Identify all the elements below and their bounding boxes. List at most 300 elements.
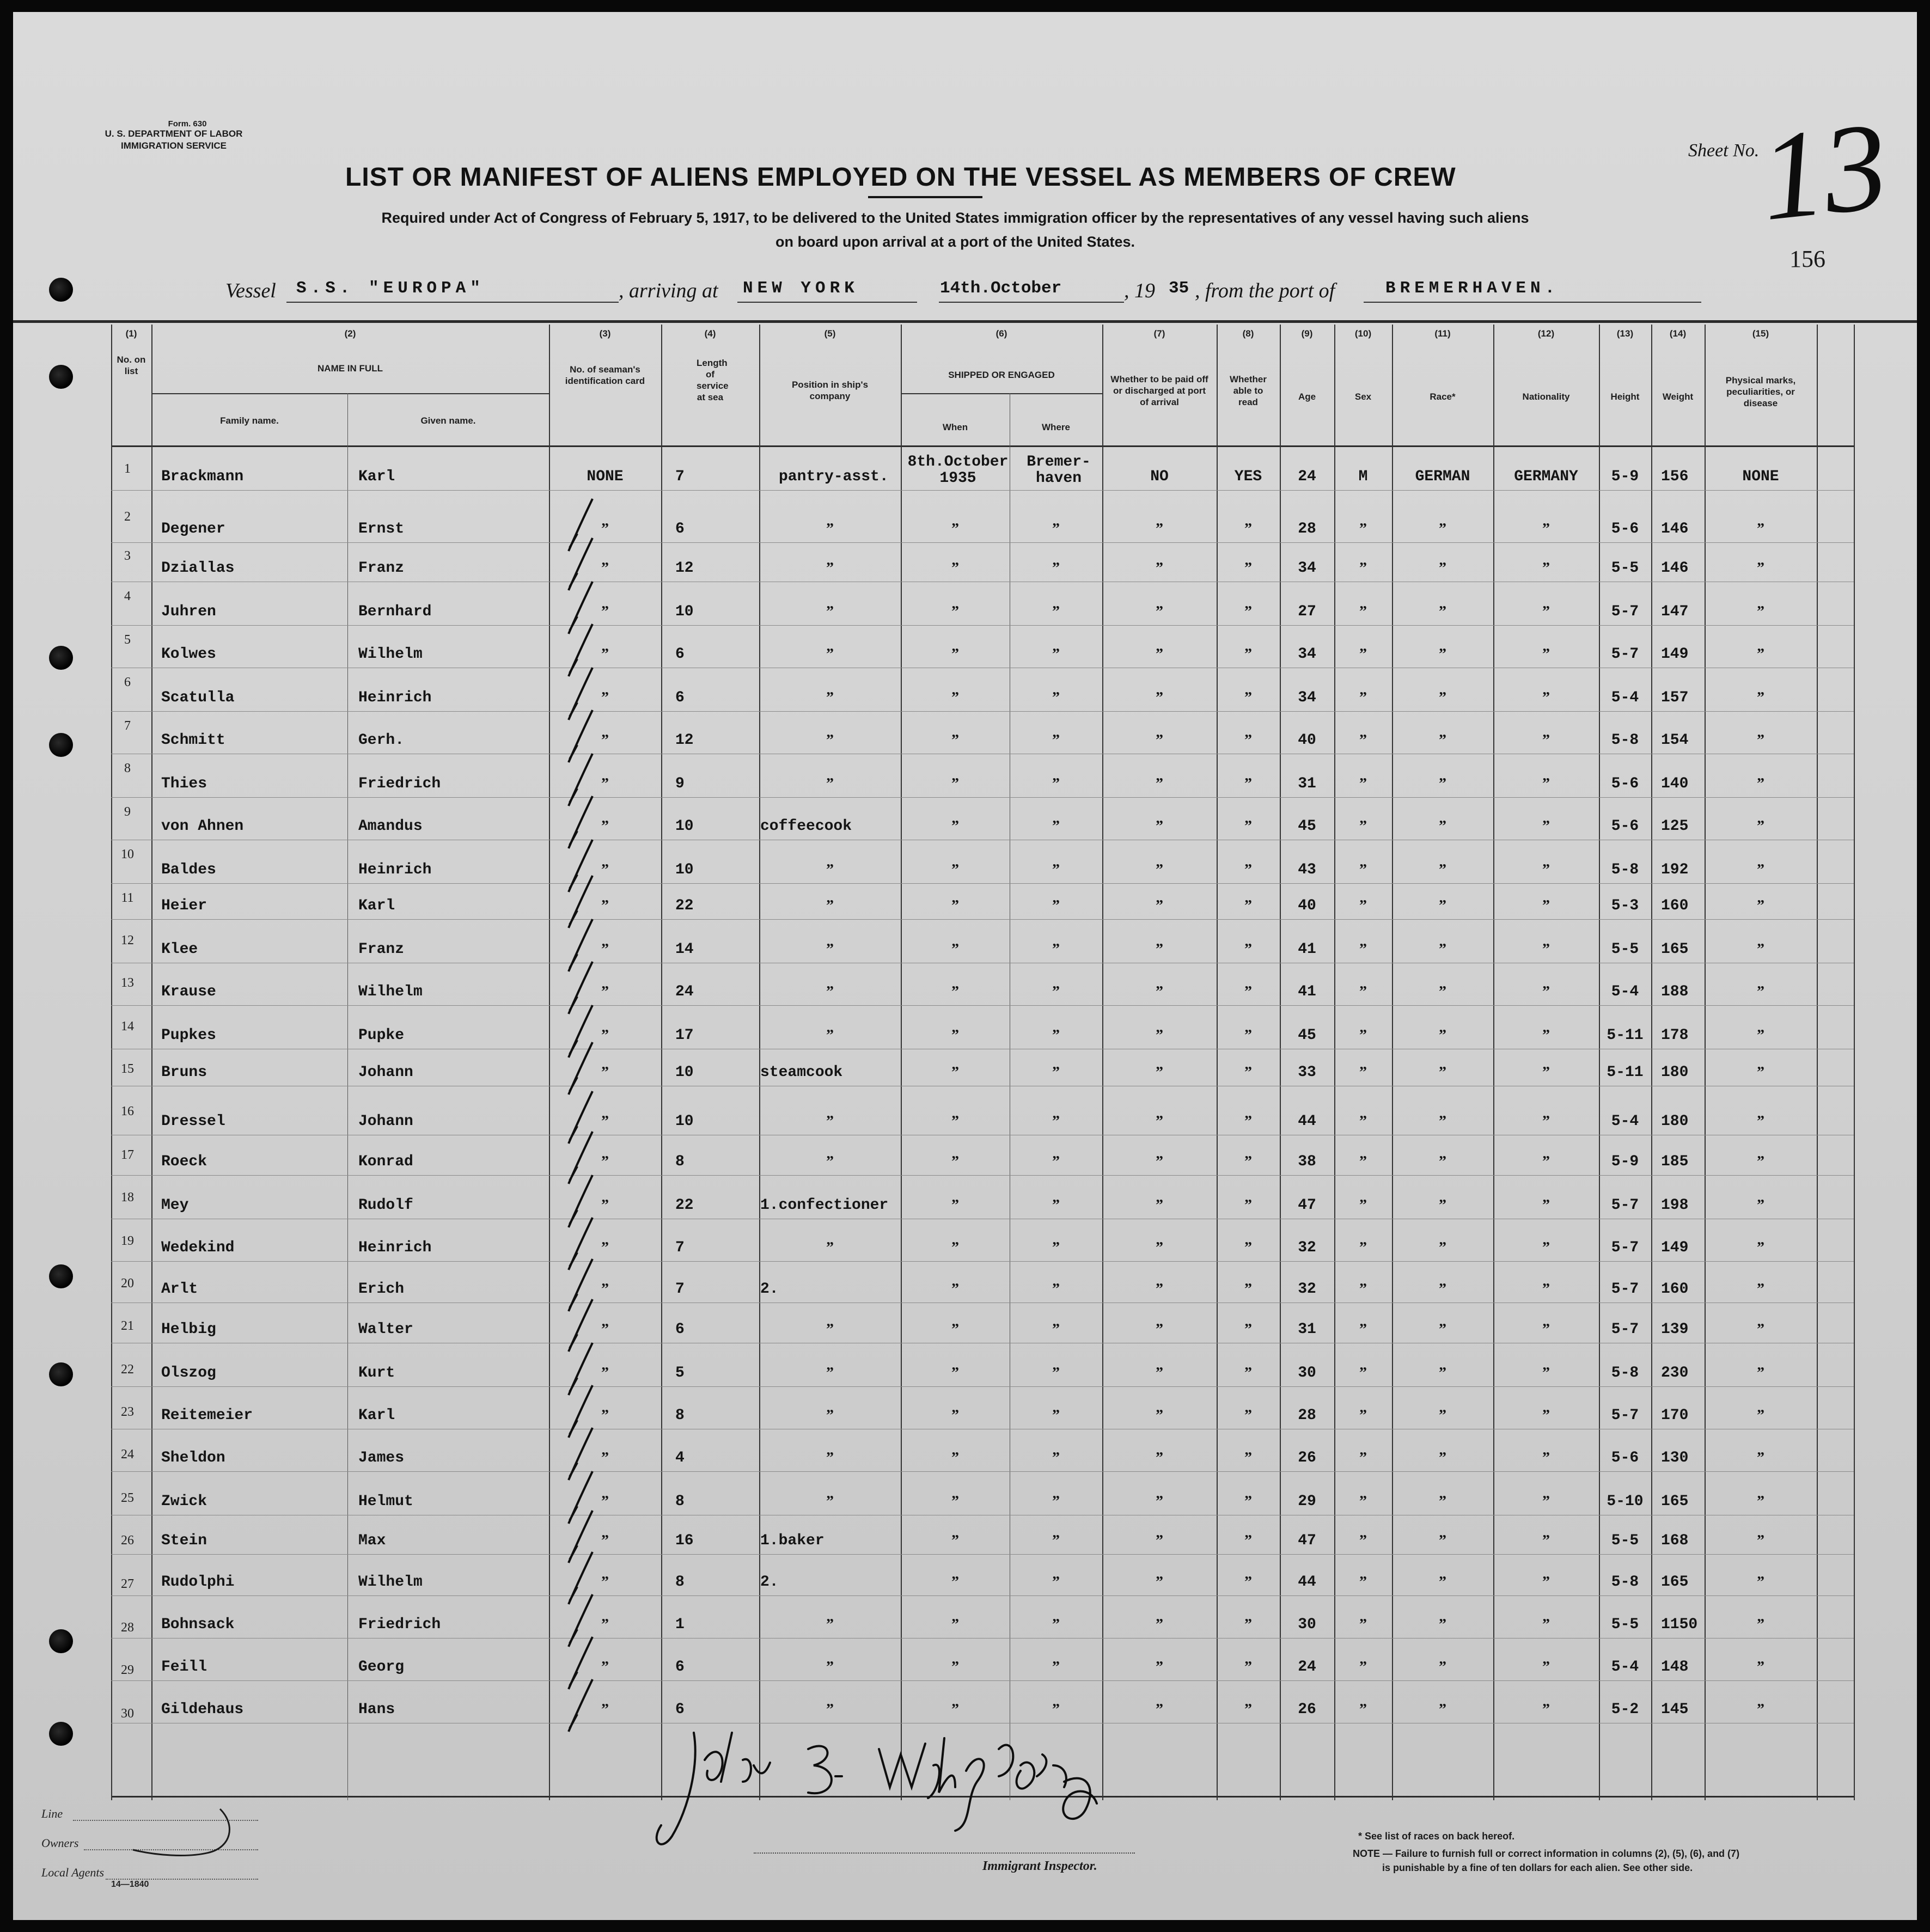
weight: 180 (1661, 1113, 1689, 1130)
ditto-mark: ” (826, 1239, 834, 1256)
ditto-mark: ” (1052, 521, 1060, 537)
ditto-mark: ” (1542, 603, 1550, 620)
ditto-mark: ” (1439, 1659, 1446, 1676)
weight: 160 (1661, 1281, 1689, 1298)
age: 32 (1298, 1239, 1316, 1256)
ditto-mark: ” (1757, 1113, 1764, 1130)
family-name: Roeck (161, 1153, 207, 1170)
col-number: (9) (1301, 328, 1313, 339)
ditto-mark: ” (1359, 1153, 1367, 1170)
check-mark (569, 1552, 593, 1604)
age: 47 (1298, 1532, 1316, 1549)
header-no-on-list: No. on list (117, 354, 146, 376)
height: 5-5 (1611, 941, 1639, 958)
ditto-mark: ” (1244, 1281, 1252, 1298)
ditto-mark: ” (1359, 1532, 1367, 1549)
family-name: Zwick (161, 1493, 207, 1510)
weight: 192 (1661, 861, 1689, 878)
ditto-mark: ” (1757, 1574, 1764, 1591)
ditto-mark: ” (1052, 1197, 1060, 1214)
ditto-mark: ” (951, 1574, 959, 1591)
form-code: 14—1840 (111, 1880, 149, 1889)
ditto-mark: ” (951, 521, 959, 537)
ditto-mark: ” (1439, 1365, 1446, 1381)
ditto-mark: ” (951, 1197, 959, 1214)
family-name: Stein (161, 1532, 207, 1549)
ditto-mark: ” (1542, 732, 1550, 749)
ditto-mark: ” (1757, 1064, 1764, 1081)
row-number: 9 (124, 805, 131, 819)
ditto-mark: ” (1757, 1197, 1764, 1214)
inspector-signature (639, 1700, 1129, 1863)
age: 34 (1298, 646, 1316, 663)
check-mark (569, 1637, 593, 1689)
family-name: Pupkes (161, 1027, 216, 1044)
length-of-service: 14 (675, 941, 694, 958)
given-name: Ernst (358, 521, 405, 537)
ditto-mark: ” (1156, 1659, 1163, 1676)
ditto-mark: ” (1244, 941, 1252, 958)
row-number: 2 (124, 510, 131, 524)
height: 5-8 (1611, 861, 1639, 878)
check-mark (569, 1259, 593, 1311)
ditto-mark: ” (1052, 646, 1060, 663)
length-of-service: 6 (675, 1701, 685, 1718)
header-paid-off: Whether to be paid off or discharged at port of arrival (1110, 374, 1208, 407)
ditto-mark: ” (1052, 1493, 1060, 1510)
ditto-mark: ” (1244, 861, 1252, 878)
ditto-mark: ” (1359, 1281, 1367, 1298)
age: 29 (1298, 1493, 1316, 1510)
weight: 165 (1661, 1574, 1689, 1591)
header-marks: Physical marks, peculiarities, or disease (1725, 375, 1796, 408)
check-mark (569, 1679, 593, 1732)
length-of-service: 10 (675, 1064, 694, 1081)
ditto-mark: ” (1757, 1701, 1764, 1718)
ditto-mark: ” (1757, 1493, 1764, 1510)
ditto-mark: ” (1757, 689, 1764, 706)
ditto-mark: ” (1542, 1153, 1550, 1170)
ditto-mark: ” (601, 1113, 609, 1130)
ditto-mark: ” (1757, 1027, 1764, 1044)
height: 5-4 (1611, 689, 1639, 706)
row-number: 24 (121, 1447, 134, 1462)
col-number: (5) (824, 328, 836, 339)
height: 5-7 (1611, 1239, 1639, 1256)
family-name: Bohnsack (161, 1616, 235, 1633)
ditto-mark: ” (826, 1027, 834, 1044)
ditto-mark: ” (1757, 521, 1764, 537)
length-of-service: 6 (675, 521, 685, 537)
row-number: 21 (121, 1319, 134, 1333)
ditto-mark: ” (826, 1616, 834, 1633)
age: 28 (1298, 521, 1316, 537)
header-height: Height (1610, 392, 1640, 402)
given-name: Erich (358, 1281, 405, 1298)
given-name: Bernhard (358, 603, 432, 620)
family-name: Arlt (161, 1281, 198, 1298)
ditto-mark: ” (826, 1659, 834, 1676)
header-name-in-full: NAME IN FULL (317, 363, 383, 374)
col-number: (10) (1354, 328, 1372, 339)
given-name: Karl (358, 897, 395, 914)
ditto-mark: ” (1244, 1153, 1252, 1170)
ditto-mark: ” (951, 1532, 959, 1549)
ditto-mark: ” (951, 646, 959, 663)
length-of-service: 7 (675, 1281, 685, 1298)
check-mark (569, 1132, 593, 1184)
family-name: Juhren (161, 603, 216, 620)
ditto-mark: ” (1757, 818, 1764, 835)
ditto-mark: ” (1359, 689, 1367, 706)
given-name: Friedrich (358, 775, 441, 792)
ditto-mark: ” (1156, 521, 1163, 537)
length-of-service: 12 (675, 560, 694, 577)
weight: 1150 (1661, 1616, 1698, 1633)
ditto-mark: ” (1052, 689, 1060, 706)
given-name: Gerh. (358, 732, 405, 749)
height: 5-7 (1611, 646, 1639, 663)
ditto-mark: ” (951, 732, 959, 749)
header-age: Age (1298, 392, 1316, 402)
ditto-mark: ” (1052, 775, 1060, 792)
length-of-service: 22 (675, 1197, 694, 1214)
ditto-mark: ” (1244, 1701, 1252, 1718)
row-number: 14 (121, 1019, 134, 1034)
weight: 154 (1661, 732, 1689, 749)
height: 5-10 (1607, 1493, 1644, 1510)
ditto-mark: ” (601, 1064, 609, 1081)
age: 45 (1298, 818, 1316, 835)
col-number: (8) (1242, 328, 1254, 339)
ditto-mark: ” (1359, 1574, 1367, 1591)
col-number: (4) (704, 328, 716, 339)
ditto-mark: ” (601, 646, 609, 663)
ditto-mark: ” (601, 983, 609, 1000)
ditto-mark: ” (951, 689, 959, 706)
age: 45 (1298, 1027, 1316, 1044)
ditto-mark: ” (1244, 560, 1252, 577)
row-number: 7 (124, 719, 131, 733)
ditto-mark: ” (1244, 1493, 1252, 1510)
header-shipped: SHIPPED OR ENGAGED (948, 370, 1055, 380)
ditto-mark: ” (1244, 775, 1252, 792)
age: 38 (1298, 1153, 1316, 1170)
ditto-mark: ” (1052, 1064, 1060, 1081)
ditto-mark: ” (1244, 1064, 1252, 1081)
height: 5-3 (1611, 897, 1639, 914)
ditto-mark: ” (1052, 1616, 1060, 1633)
col-number: (13) (1616, 328, 1634, 339)
ditto-mark: ” (1757, 1365, 1764, 1381)
weight: 130 (1661, 1450, 1689, 1466)
ditto-mark: ” (1439, 689, 1446, 706)
ditto-mark: ” (601, 689, 609, 706)
check-mark (569, 962, 593, 1014)
ditto-mark: ” (1439, 1574, 1446, 1591)
ditto-mark: ” (826, 983, 834, 1000)
ditto-mark: ” (1359, 732, 1367, 749)
ditto-mark: ” (1542, 560, 1550, 577)
check-mark (569, 1428, 593, 1480)
height: 5-7 (1611, 603, 1639, 620)
height: 5-4 (1611, 1659, 1639, 1676)
ditto-mark: ” (1439, 1113, 1446, 1130)
port-label: , from the port of (1195, 279, 1335, 302)
ditto-mark: ” (1244, 1616, 1252, 1633)
ditto-mark: ” (1359, 1701, 1367, 1718)
footnote: * See list of races on back hereof. (1358, 1831, 1515, 1842)
height: 5-5 (1611, 560, 1639, 577)
ditto-mark: ” (1156, 1532, 1163, 1549)
ditto-mark: ” (1156, 1450, 1163, 1466)
position: 2. (760, 1574, 779, 1591)
ditto-mark: ” (951, 1113, 959, 1130)
ditto-mark: ” (1439, 1153, 1446, 1170)
age: 30 (1298, 1365, 1316, 1381)
length-of-service: 6 (675, 1659, 685, 1676)
ditto-mark: ” (1757, 1239, 1764, 1256)
row1-where: Bremer-haven (1027, 454, 1091, 487)
length-of-service: 8 (675, 1493, 685, 1510)
ditto-mark: ” (826, 646, 834, 663)
ditto-mark: ” (1156, 983, 1163, 1000)
ditto-mark: ” (826, 941, 834, 958)
ditto-mark: ” (601, 1239, 609, 1256)
height: 5-5 (1611, 1616, 1639, 1633)
check-mark (569, 1299, 593, 1352)
ditto-mark: ” (1359, 1616, 1367, 1633)
ditto-mark: ” (1542, 1064, 1550, 1081)
family-name: Degener (161, 521, 225, 537)
ditto-mark: ” (601, 560, 609, 577)
header-length-service: Length of service at sea (697, 358, 729, 402)
arriving-label: , arriving at (619, 279, 718, 302)
age: 41 (1298, 983, 1316, 1000)
weight: 230 (1661, 1365, 1689, 1381)
height: 5-4 (1611, 983, 1639, 1000)
sheet-number: 13 (1754, 95, 1894, 247)
header-race: Race* (1430, 392, 1456, 402)
ditto-mark: ” (1542, 1281, 1550, 1298)
family-name: Olszog (161, 1365, 216, 1381)
row-number: 27 (121, 1577, 134, 1591)
department: U. S. DEPARTMENT OF LABOR (105, 129, 243, 139)
given-name: Pupke (358, 1027, 405, 1044)
check-mark (569, 668, 593, 720)
height: 5-6 (1611, 521, 1639, 537)
ditto-mark: ” (1439, 1239, 1446, 1256)
length-of-service: 10 (675, 818, 694, 835)
ditto-mark: ” (1244, 1239, 1252, 1256)
height: 5-6 (1611, 1450, 1639, 1466)
ditto-mark: ” (951, 1365, 959, 1381)
row-number: 23 (121, 1405, 134, 1419)
ditto-mark: ” (1439, 560, 1446, 577)
height: 5-9 (1611, 1153, 1639, 1170)
row-number: 30 (121, 1707, 134, 1721)
ditto-mark: ” (601, 1532, 609, 1549)
col-number: (7) (1153, 328, 1165, 339)
ditto-mark: ” (601, 1281, 609, 1298)
manifest-sheet (13, 12, 1917, 1920)
agent-scribble (122, 1803, 264, 1869)
ditto-mark: ” (1052, 818, 1060, 835)
ditto-mark: ” (1757, 1321, 1764, 1338)
height: 5-7 (1611, 1281, 1639, 1298)
age: 31 (1298, 1321, 1316, 1338)
ditto-mark: ” (601, 1407, 609, 1424)
ditto-mark: ” (1156, 560, 1163, 577)
given-name: Rudolf (358, 1197, 413, 1214)
ditto-mark: ” (1052, 1365, 1060, 1381)
weight: 157 (1661, 689, 1689, 706)
ditto-mark: ” (1439, 646, 1446, 663)
ditto-mark: ” (1156, 1027, 1163, 1044)
ditto-mark: ” (1052, 1281, 1060, 1298)
age: 26 (1298, 1450, 1316, 1466)
ditto-mark: ” (826, 521, 834, 537)
header-nationality: Nationality (1522, 392, 1570, 402)
header-id-card: No. of seaman's identification card (565, 364, 645, 386)
family-name: Krause (161, 983, 216, 1000)
ditto-mark: ” (1542, 983, 1550, 1000)
ditto-mark: ” (1359, 603, 1367, 620)
ditto-mark: ” (1439, 1281, 1446, 1298)
height: 5-7 (1611, 1321, 1639, 1338)
given-name: Wilhelm (358, 646, 423, 663)
row-number: 19 (121, 1234, 134, 1248)
sheet-stamp: 156 (1789, 246, 1825, 272)
ditto-mark: ” (1439, 521, 1446, 537)
position: 1.confectioner (760, 1197, 889, 1214)
ditto-mark: ” (1439, 1450, 1446, 1466)
row-number: 1 (124, 462, 131, 476)
age: 28 (1298, 1407, 1316, 1424)
ditto-mark: ” (1757, 941, 1764, 958)
weight: 165 (1661, 941, 1689, 958)
ditto-mark: ” (1757, 732, 1764, 749)
ditto-mark: ” (1439, 775, 1446, 792)
ditto-mark: ” (826, 861, 834, 878)
age: 41 (1298, 941, 1316, 958)
ditto-mark: ” (951, 1321, 959, 1338)
ditto-mark: ” (826, 689, 834, 706)
ditto-mark: ” (1757, 646, 1764, 663)
row1-able-read: YES (1234, 468, 1262, 485)
given-name: Friedrich (358, 1616, 441, 1633)
age: 40 (1298, 732, 1316, 749)
ditto-mark: ” (601, 1450, 609, 1466)
length-of-service: 22 (675, 897, 694, 914)
ditto-mark: ” (1757, 1281, 1764, 1298)
row-number: 29 (121, 1663, 134, 1677)
ditto-mark: ” (1439, 1616, 1446, 1633)
ditto-mark: ” (1156, 603, 1163, 620)
ditto-mark: ” (951, 1153, 959, 1170)
ditto-mark: ” (826, 1321, 834, 1338)
ditto-mark: ” (1052, 560, 1060, 577)
given-name: Johann (358, 1113, 413, 1130)
row-number: 18 (121, 1190, 134, 1205)
ditto-mark: ” (1156, 1064, 1163, 1081)
row-number: 10 (121, 847, 134, 861)
ditto-mark: ” (1156, 1701, 1163, 1718)
length-of-service: 5 (675, 1365, 685, 1381)
note-text-1: — Failure to furnish full or correct information in columns (2), (5), (6), and (7) (1380, 1848, 1740, 1859)
ditto-mark: ” (1156, 732, 1163, 749)
header-family-name: Family name. (220, 415, 279, 426)
ditto-mark: ” (601, 1616, 609, 1633)
ditto-mark: ” (1359, 941, 1367, 958)
family-name: von Ahnen (161, 818, 244, 835)
age: 47 (1298, 1197, 1316, 1214)
ditto-mark: ” (1439, 603, 1446, 620)
ditto-mark: ” (601, 732, 609, 749)
row-number: 8 (124, 761, 131, 775)
ditto-mark: ” (1439, 1532, 1446, 1549)
ditto-mark: ” (1052, 1321, 1060, 1338)
col-number: (14) (1669, 328, 1687, 339)
check-mark (569, 582, 593, 634)
weight: 146 (1661, 560, 1689, 577)
requirement-line-1: Required under Act of Congress of February 5, 1917, to be delivered to the United States immigration officer by the representatives of any vessel having such aliens (381, 210, 1529, 226)
ditto-mark: ” (1439, 1321, 1446, 1338)
row-number: 16 (121, 1104, 134, 1118)
ditto-mark: ” (1542, 689, 1550, 706)
ditto-mark: ” (1542, 646, 1550, 663)
check-mark (569, 754, 593, 806)
header-given-name: Given name. (420, 415, 476, 426)
row-number: 5 (124, 633, 131, 647)
row1-when: 8th.October 1935 (907, 454, 1009, 487)
note-line-1 (1353, 1848, 1739, 1860)
weight: 147 (1661, 603, 1689, 620)
height: 5-7 (1611, 1407, 1639, 1424)
ditto-mark: ” (1439, 1064, 1446, 1081)
ditto-mark: ” (826, 1407, 834, 1424)
ditto-mark: ” (601, 861, 609, 878)
ditto-mark: ” (601, 1365, 609, 1381)
ditto-mark: ” (1757, 861, 1764, 878)
ditto-mark: ” (1244, 1321, 1252, 1338)
given-name: Max (358, 1532, 386, 1549)
ditto-mark: ” (1156, 689, 1163, 706)
ditto-mark: ” (601, 1153, 609, 1170)
ditto-mark: ” (1156, 1616, 1163, 1633)
age: 27 (1298, 603, 1316, 620)
age: 33 (1298, 1064, 1316, 1081)
given-name: Wilhelm (358, 983, 423, 1000)
family-name: Mey (161, 1197, 189, 1214)
ditto-mark: ” (1757, 1153, 1764, 1170)
height: 5-8 (1611, 732, 1639, 749)
ditto-mark: ” (826, 1113, 834, 1130)
ditto-mark: ” (1542, 1450, 1550, 1466)
ditto-mark: ” (1156, 1197, 1163, 1214)
ditto-mark: ” (1156, 646, 1163, 663)
service: IMMIGRATION SERVICE (121, 140, 227, 151)
family-name: Brackmann (161, 468, 244, 485)
family-name: Heier (161, 897, 207, 914)
ditto-mark: ” (951, 941, 959, 958)
weight: 146 (1661, 521, 1689, 537)
length-of-service: 6 (675, 689, 685, 706)
ditto-mark: ” (1156, 818, 1163, 835)
family-name: Klee (161, 941, 198, 958)
length-of-service: 16 (675, 1532, 694, 1549)
check-mark (569, 624, 593, 676)
